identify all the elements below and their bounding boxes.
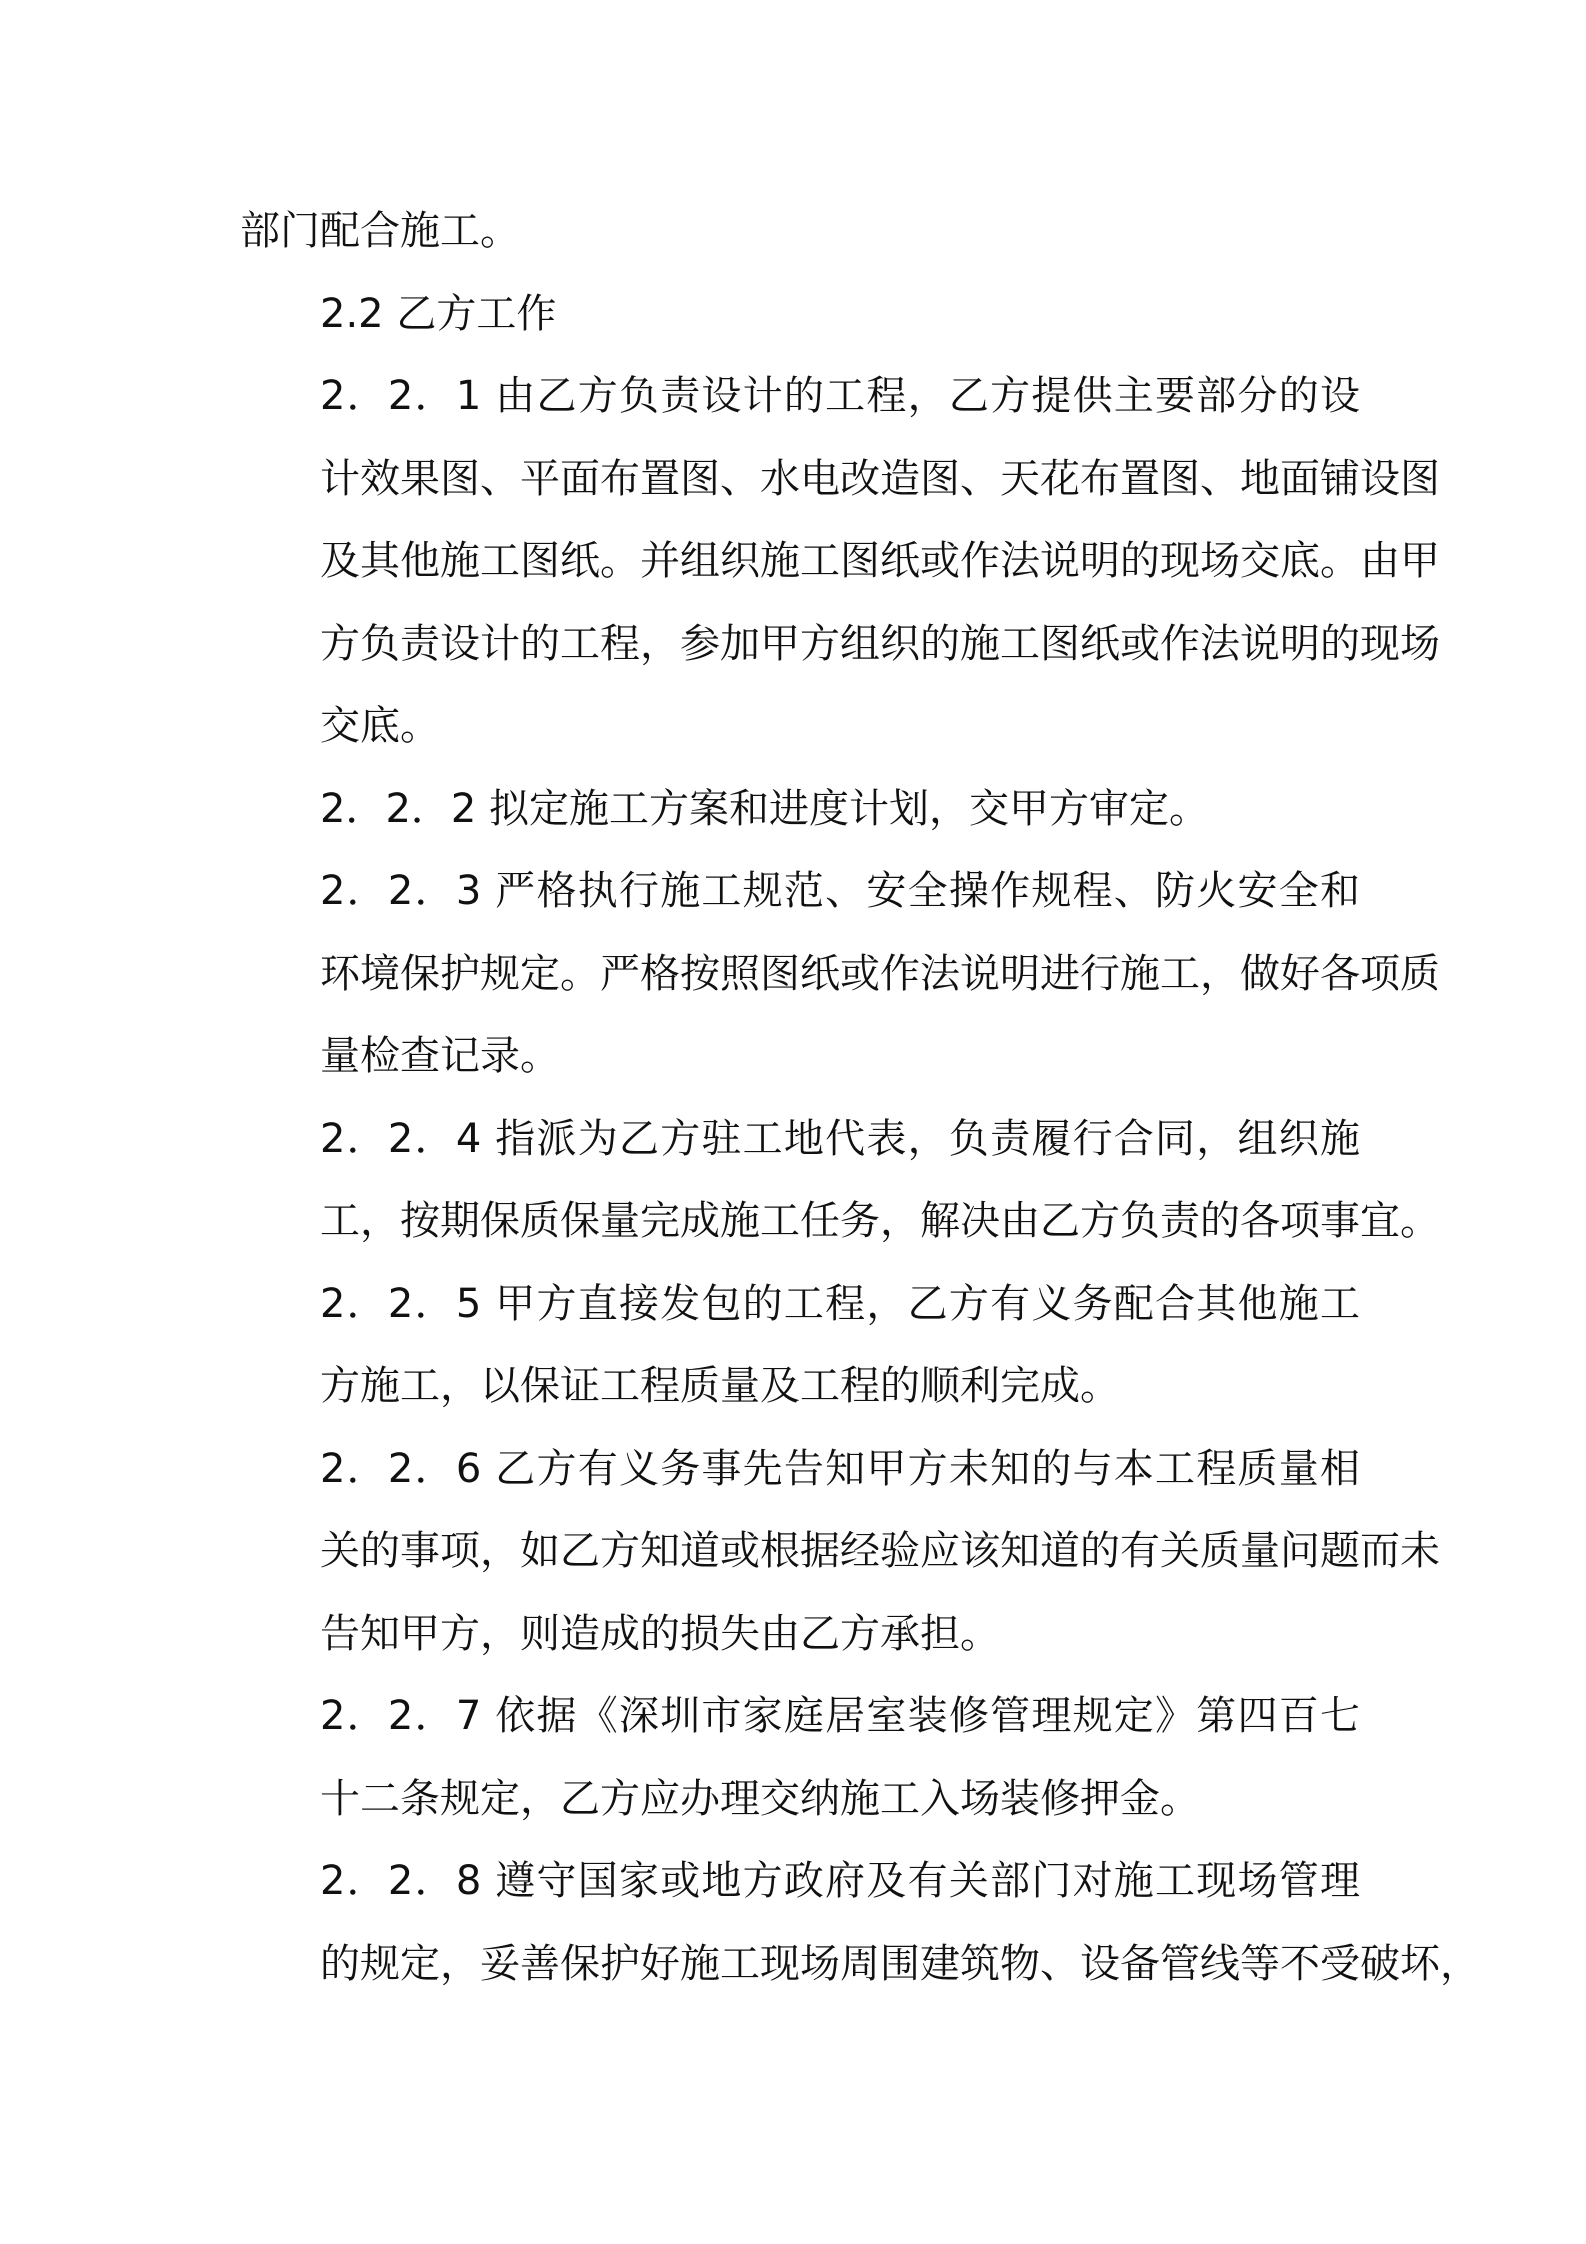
text-line: 环境保护规定。严格按照图纸或作法说明进行施工，做好各项质 bbox=[320, 950, 1440, 997]
text-line: 2．2．3 严格执行施工规范、安全操作规程、防火安全和 bbox=[320, 868, 1360, 914]
text-line: 交底。 bbox=[320, 703, 440, 749]
text-line: 量检查记录。 bbox=[320, 1033, 560, 1079]
text-line: 方负责设计的工程，参加甲方组织的施工图纸或作法说明的现场 bbox=[320, 620, 1440, 667]
clause-2-2-2 bbox=[240, 768, 1360, 851]
clause-2-2-4 bbox=[240, 1098, 1440, 1263]
text-line: 2．2．7 依据《深圳市家庭居室装修管理规定》第四百七 bbox=[320, 1693, 1360, 1739]
text-line: 十二条规定，乙方应办理交纳施工入场装修押金。 bbox=[320, 1775, 1200, 1822]
text-line: 2．2．4 指派为乙方驻工地代表，负责履行合同，组织施 bbox=[320, 1115, 1360, 1162]
text-line: 部门配合施工。 bbox=[240, 208, 520, 254]
text-line: 2.2 乙方工作 bbox=[320, 290, 557, 337]
text-line: 2．2．8 遵守国家或地方政府及有关部门对施工现场管理 bbox=[320, 1858, 1360, 1904]
clause-2-2-3 bbox=[240, 850, 1440, 1098]
text-line: 计效果图、平面布置图、水电改造图、天花布置图、地面铺设图 bbox=[320, 455, 1440, 502]
text-line: 关的事项，如乙方知道或根据经验应该知道的有关质量问题而未 bbox=[320, 1528, 1440, 1574]
text-line: 2．2．1 由乙方负责设计的工程，乙方提供主要部分的设 bbox=[320, 373, 1360, 419]
clause-2-2-8 bbox=[240, 1840, 1480, 2005]
para-continuation bbox=[240, 190, 1360, 273]
clause-2-2-6 bbox=[240, 1428, 1440, 1676]
text-line: 方施工，以保证工程质量及工程的顺利完成。 bbox=[320, 1363, 1120, 1409]
text-line: 的规定，妥善保护好施工现场周围建筑物、设备管线等不受破坏， bbox=[320, 1940, 1480, 1987]
clause-2-2-5 bbox=[240, 1263, 1360, 1428]
text-line: 及其他施工图纸。并组织施工图纸或作法说明的现场交底。由甲 bbox=[320, 538, 1440, 584]
document-body bbox=[240, 190, 1480, 2005]
text-line: 2．2．2 拟定施工方案和进度计划，交甲方审定。 bbox=[320, 785, 1210, 832]
clause-2-2-1 bbox=[240, 355, 1440, 768]
text-line: 2．2．6 乙方有义务事先告知甲方未知的与本工程质量相 bbox=[320, 1445, 1360, 1492]
text-line: 告知甲方，则造成的损失由乙方承担。 bbox=[320, 1610, 1000, 1657]
section-heading-2-2 bbox=[240, 273, 1360, 356]
clause-2-2-7 bbox=[240, 1675, 1360, 1840]
text-line: 工，按期保质保量完成施工任务，解决由乙方负责的各项事宜。 bbox=[320, 1198, 1440, 1244]
text-line: 2．2．5 甲方直接发包的工程，乙方有义务配合其他施工 bbox=[320, 1280, 1360, 1327]
